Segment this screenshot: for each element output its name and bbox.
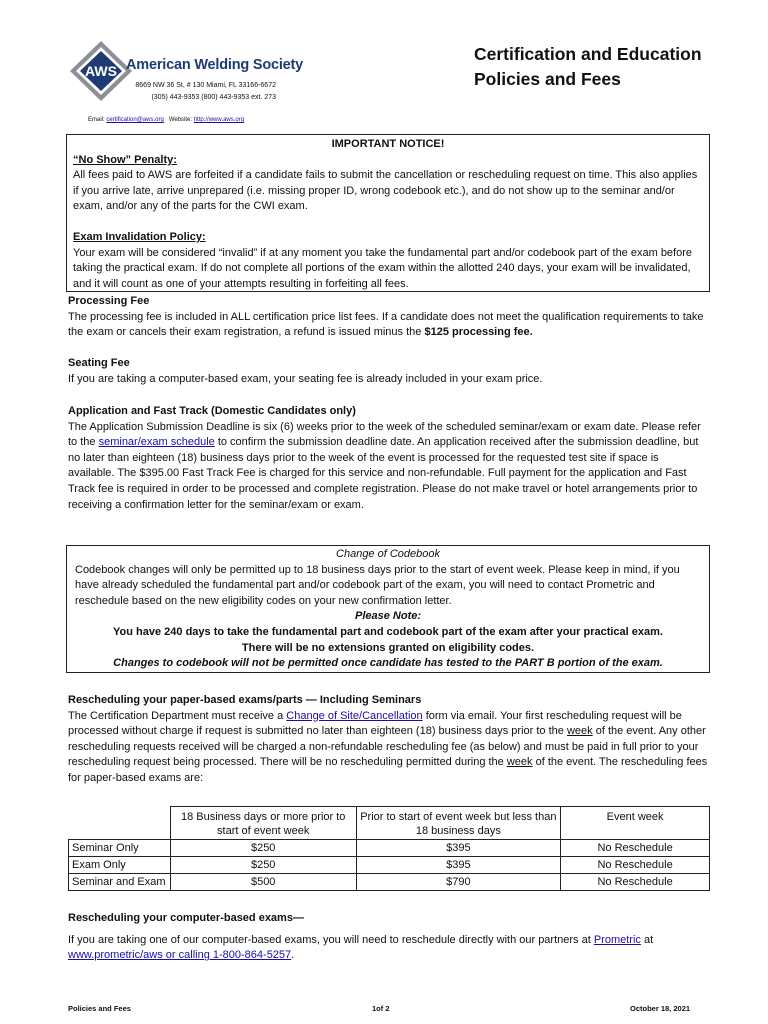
important-notice-box [66, 134, 710, 292]
week-underline-2: week [506, 756, 533, 769]
org-address [116, 80, 276, 104]
rescheduling-fees-table [68, 806, 710, 891]
rescheduling-text-a: The Certification Department must receive a [68, 709, 284, 722]
seminar-schedule-link[interactable]: seminar/exam schedule [98, 436, 215, 449]
table-header-row [69, 807, 710, 840]
footer-date: October 18, 2021 [630, 1004, 691, 1013]
fee-cell: No Reschedule [561, 874, 710, 891]
row-label: Exam Only [69, 857, 171, 874]
table-row [69, 857, 710, 874]
org-name: American Welding Society [126, 57, 304, 73]
contact-line [88, 113, 244, 129]
fee-cell: $790 [356, 874, 561, 891]
column-header: 18 Business days or more prior to start of event week [170, 807, 356, 840]
fee-cell: $395 [356, 857, 561, 874]
row-label: Seminar Only [69, 840, 171, 857]
email-link[interactable]: certification@aws.org [106, 117, 164, 123]
title-line-2: Policies and Fees [474, 69, 621, 89]
footer-page-number: 1of 2 [372, 1004, 390, 1013]
seating-fee-section [68, 356, 708, 387]
application-heading: Application and Fast Track (Domestic Candidates only) [68, 405, 356, 417]
processing-fee-amount: $125 processing fee. [424, 326, 533, 339]
cbt-text-a: If you are taking one of our computer-based exams, you will need to reschedule directly with our partners at [68, 933, 591, 946]
note-240-days: You have 240 days to take the fundamental part and codebook part of the exam after your practical exam. [113, 625, 663, 638]
logo-text: AWS [85, 63, 117, 79]
row-label: Seminar and Exam [69, 874, 171, 891]
fee-cell: No Reschedule [561, 840, 710, 857]
fee-cell: $500 [170, 874, 356, 891]
prometric-url-link[interactable]: www.prometric/aws or calling 1-800-864-5257 [68, 949, 292, 962]
change-of-site-link[interactable]: Change of Site/Cancellation [286, 709, 423, 722]
rescheduling-paper-section [68, 693, 708, 787]
column-header: Prior to start of event week but less than 18 business days [356, 807, 561, 840]
fee-cell: $250 [170, 857, 356, 874]
address-line: 8669 NW 36 St, # 130 Miami, FL 33166-6672 [135, 82, 276, 89]
no-show-text: All fees paid to AWS are forfeited if a candidate fails to submit the cancellation or rescheduling request on time. This also applies if you arrive late, arrive unprepared (i.e. missing proper ID, wrong codebook etc.), and do not show up to the seminar and/or exam, and/or any of the parts for the CWI exam. [73, 169, 698, 213]
rescheduling-paper-heading: Rescheduling your paper-based exams/parts — Including Seminars [68, 694, 422, 706]
codebook-box [66, 545, 710, 673]
fee-cell: No Reschedule [561, 857, 710, 874]
rescheduling-cbt-section [68, 911, 708, 964]
title-line-1: Certification and Education [474, 44, 702, 64]
seating-fee-heading: Seating Fee [68, 357, 130, 369]
no-show-heading: “No Show” Penalty: [73, 153, 177, 166]
note-part-b: Changes to codebook will not be permitted once candidate has tested to the PART B portion of the exam. [113, 657, 663, 670]
invalidation-text: Your exam will be considered “invalid” if at any moment you take the fundamental part and/or codebook part of the exam before taking the practical exam. If do not complete all portions of the exam within the allotted 240 days, your exam will be invalidated, and it will count as one of your attempts resulting in forfeiting all fees. [73, 246, 693, 290]
fee-cell: $395 [356, 840, 561, 857]
note-no-extensions: There will be no extensions granted on eligibility codes. [241, 641, 535, 654]
processing-fee-text: The processing fee is included in ALL certification price list fees. If a candidate does not meet the qualification requirements to take the exam or cancels their exam registration, a refund is issued minus the [68, 310, 704, 339]
application-text-a: The Application Submission Deadline is six (6) weeks prior to the week of the scheduled seminar/exam or exam date. Please refer to the [68, 420, 701, 449]
footer-left: Policies and Fees [68, 1004, 131, 1013]
prometric-link[interactable]: Prometric [593, 933, 641, 946]
fee-cell: $250 [170, 840, 356, 857]
phone-line: (305) 443-9353 (800) 443-9353 ext. 273 [151, 94, 276, 101]
website-link[interactable]: http://www.aws.org [193, 117, 245, 123]
website-label: Website: [168, 117, 193, 123]
table-corner-cell [69, 807, 171, 840]
processing-fee-heading: Processing Fee [68, 295, 150, 307]
table-row [69, 840, 710, 857]
notice-title: IMPORTANT NOTICE! [331, 138, 445, 150]
application-section [68, 404, 708, 513]
rescheduling-text-b: form via email. Your first rescheduling request will be processed without charge if request is submitted no later than eighteen (18) business days prior to the [68, 709, 682, 738]
document-title [474, 42, 702, 92]
cbt-text-c: . [291, 949, 295, 962]
invalidation-heading: Exam Invalidation Policy: [73, 230, 206, 243]
rescheduling-text-d: of the event. The rescheduling fees for paper-based exams are: [68, 756, 708, 784]
cbt-text-b: at [643, 933, 654, 946]
codebook-title: Change of Codebook [336, 548, 440, 560]
please-note: Please Note: [354, 610, 422, 623]
rescheduling-cbt-heading: Rescheduling your computer-based exams— [68, 912, 304, 924]
codebook-text: Codebook changes will only be permitted up to 18 business days prior to the start of event week. Please keep in mind, if you have already scheduled the fundamental part and/or codebook part of the exam, you will need to contact Prometric and reschedule based on the new eligibility codes on your new confirmation letter. [75, 563, 680, 607]
processing-fee-section [68, 294, 708, 341]
table-row [69, 874, 710, 891]
email-label: Email: [88, 117, 105, 123]
column-header: Event week [561, 807, 710, 840]
seating-fee-text: If you are taking a computer-based exam, your seating fee is already included in your exam price. [68, 372, 543, 385]
rescheduling-text-c: of the event. Any other rescheduling requests received will be charged a non-refundable rescheduling fee (as below) and must be paid in full prior to your rescheduling request being processed. There will be no rescheduling permitted during the [68, 725, 706, 769]
application-text-b: to confirm the submission deadline date. An application received after the submission deadline, but no later than eighteen (18) business days prior to the week of the event is processed for the requested test site if space is available. The $395.00 Fast Track Fee is charged for this service and non-refundable. Full payment for the application and Fast Track fee is required in order to be processed and complete registration. Please do not make travel or hotel arrangements prior to receiving a confirmation letter for the seminar/exam or exam. [68, 436, 699, 511]
week-underline-1: week [566, 725, 593, 738]
